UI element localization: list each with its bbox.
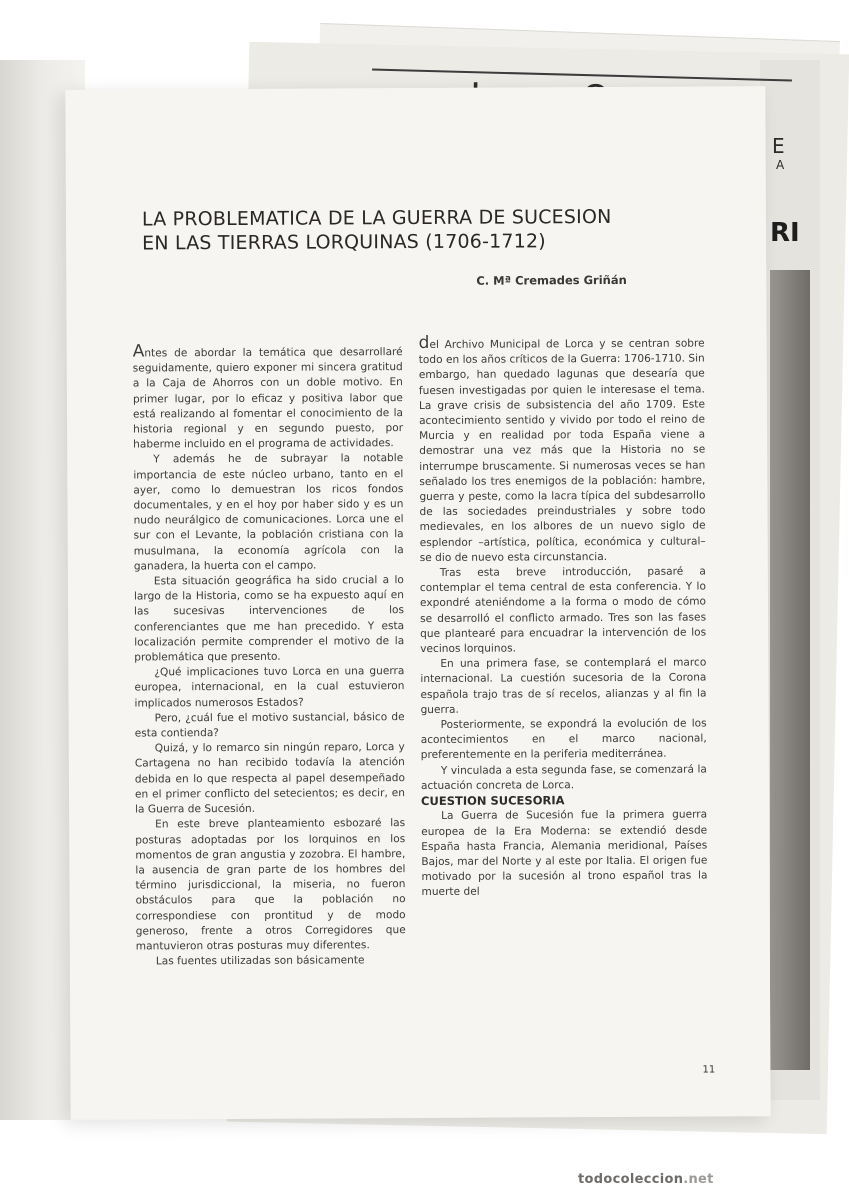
article-title bbox=[142, 205, 662, 256]
paragraph: Esta situación geográfica ha sido crucial a lo largo de la Historia, como se ha expuesto aquí en las sucesivas intervenciones de los conferenciantes que me han precedido. Y esta localización permite comprender el motivo de la problemática que presento. bbox=[133, 574, 405, 664]
paragraph: En este breve planteamiento esbozaré las posturas adoptadas por los lorquinos en los momentos de gran angustia y zozobra. El hambre, la ausencia de gran parte de los hombres del término jurisdiccional, la miseria, no fueron obstáculos para que la población no correspondiese con prontitud y de modo generoso, frente a otros Corregidores que mantuvieron otras posturas muy diferentes. bbox=[135, 817, 406, 953]
paragraph: Tras esta breve introducción, pasaré a contemplar el tema central de esta conferencia. Y lo expondré ateniéndome a la forma o modo de cómo se desarrolló el conflicto armado. Tres son las fases que plantearé para encuadrar la intervención de los vecinos lorquinos. bbox=[419, 565, 707, 656]
paragraph: del Archivo Municipal de Lorca y se centran sobre todo en los años críticos de la Guerra: 1706-1710. Sin embargo, han quedado lagunas que desearía que fuesen investigadas por quien le interesase el tema. La grave crisis de subsistencia del año 1709. Este acontecimiento sentido y vivido por todo el reino de Murcia y en realidad por toda España viene a demostrar una vez más que la Historia no se interrumpe bruscamente. Si numerosas veces se han señalado los tres enemigos de la población: hambre, guerra y peste, como la lacra típica del subdesarrollo de las sociedades preindustriales y sobre todo medievales, en los albores de un nuevo siglo de esplendor –artística, política, económica y cultural– se dio de nuevo esta circunstancia. bbox=[418, 332, 706, 564]
article-page bbox=[65, 86, 770, 1120]
paragraph: En una primera fase, se contemplará el marco internacional. La cuestión sucesoria de la Corona española trajo tras de sí recelos, alianzas y al fin la guerra. bbox=[420, 656, 707, 716]
paragraph: Las fuentes utilizadas son básicamente bbox=[155, 954, 365, 968]
edge-heading: RI bbox=[770, 218, 800, 248]
paragraph: Posteriormente, se expondrá la evolución de los acontecimientos en el marco nacional, preferentemente en la periferia mediterránea. bbox=[420, 717, 707, 762]
left-column bbox=[133, 343, 406, 970]
watermark-text: todocoleccion bbox=[578, 1172, 684, 1187]
watermark-suffix: .net bbox=[683, 1172, 714, 1187]
paragraph: Antes de abordar la temática que desarrollaré seguidamente, quiero exponer mi sincera gratitud a la Caja de Ahorros con un doble motivo. En primer lugar, por lo eficaz y positiva labor que está realizando al fomentar el conocimiento de la historia regional y en segundo puesto, por haberme incluido en el programa de actividades. bbox=[132, 341, 404, 451]
paragraph: Pero, ¿cuál fue el motivo sustancial, básico de esta contienda? bbox=[134, 710, 405, 740]
title-line: EN LAS TIERRAS LORQUINAS (1706-1712) bbox=[142, 230, 546, 255]
edge-letter: E bbox=[772, 134, 785, 158]
paragraph: Y además he de subrayar la notable importancia de este núcleo urbano, tanto en el ayer, como lo demuestran los ricos fondos documentales, y en el hoy por haber sido y es un nudo neurálgico de comunicaciones. Lorca une el sur con el Levante, la población cristiana con la musulmana, la economía agrícola con la ganadera, la huerta con el campo. bbox=[133, 452, 404, 573]
watermark bbox=[578, 1172, 714, 1187]
section-heading: CUESTION SUCESORIA bbox=[421, 793, 565, 809]
title-line: LA PROBLEMATICA DE LA GUERRA DE SUCESION bbox=[141, 205, 612, 231]
page-number: 11 bbox=[702, 1064, 716, 1076]
edge-letter: A bbox=[776, 158, 785, 172]
paragraph: ¿Qué implicaciones tuvo Lorca en una guerra europea, internacional, en la cual estuvieron implicados numerosos Estados? bbox=[134, 665, 405, 710]
adjacent-page-photo bbox=[770, 270, 810, 1070]
right-column bbox=[419, 334, 708, 900]
article-author: C. Mª Cremades Griñán bbox=[476, 272, 627, 288]
paragraph: La Guerra de Sucesión fue la primera guerra europea de la Era Moderna: se extendió desde España hasta Francia, Alemania meridional, Países Bajos, mar del Norte y al este por Italia. El origen fue motivado por la sucesión al trono español tras la muerte del bbox=[421, 808, 708, 899]
paragraph: Quizá, y lo remarco sin ningún reparo, Lorca y Cartagena no han recibido todavía la atención debida en lo que respecta al papel desempeñado en el primer conflicto del setecientos; es decir, en la Guerra de Sucesión. bbox=[134, 741, 406, 816]
paragraph: Y vinculada a esta segunda fase, se comenzará la actuación concreta de Lorca. bbox=[420, 763, 707, 792]
